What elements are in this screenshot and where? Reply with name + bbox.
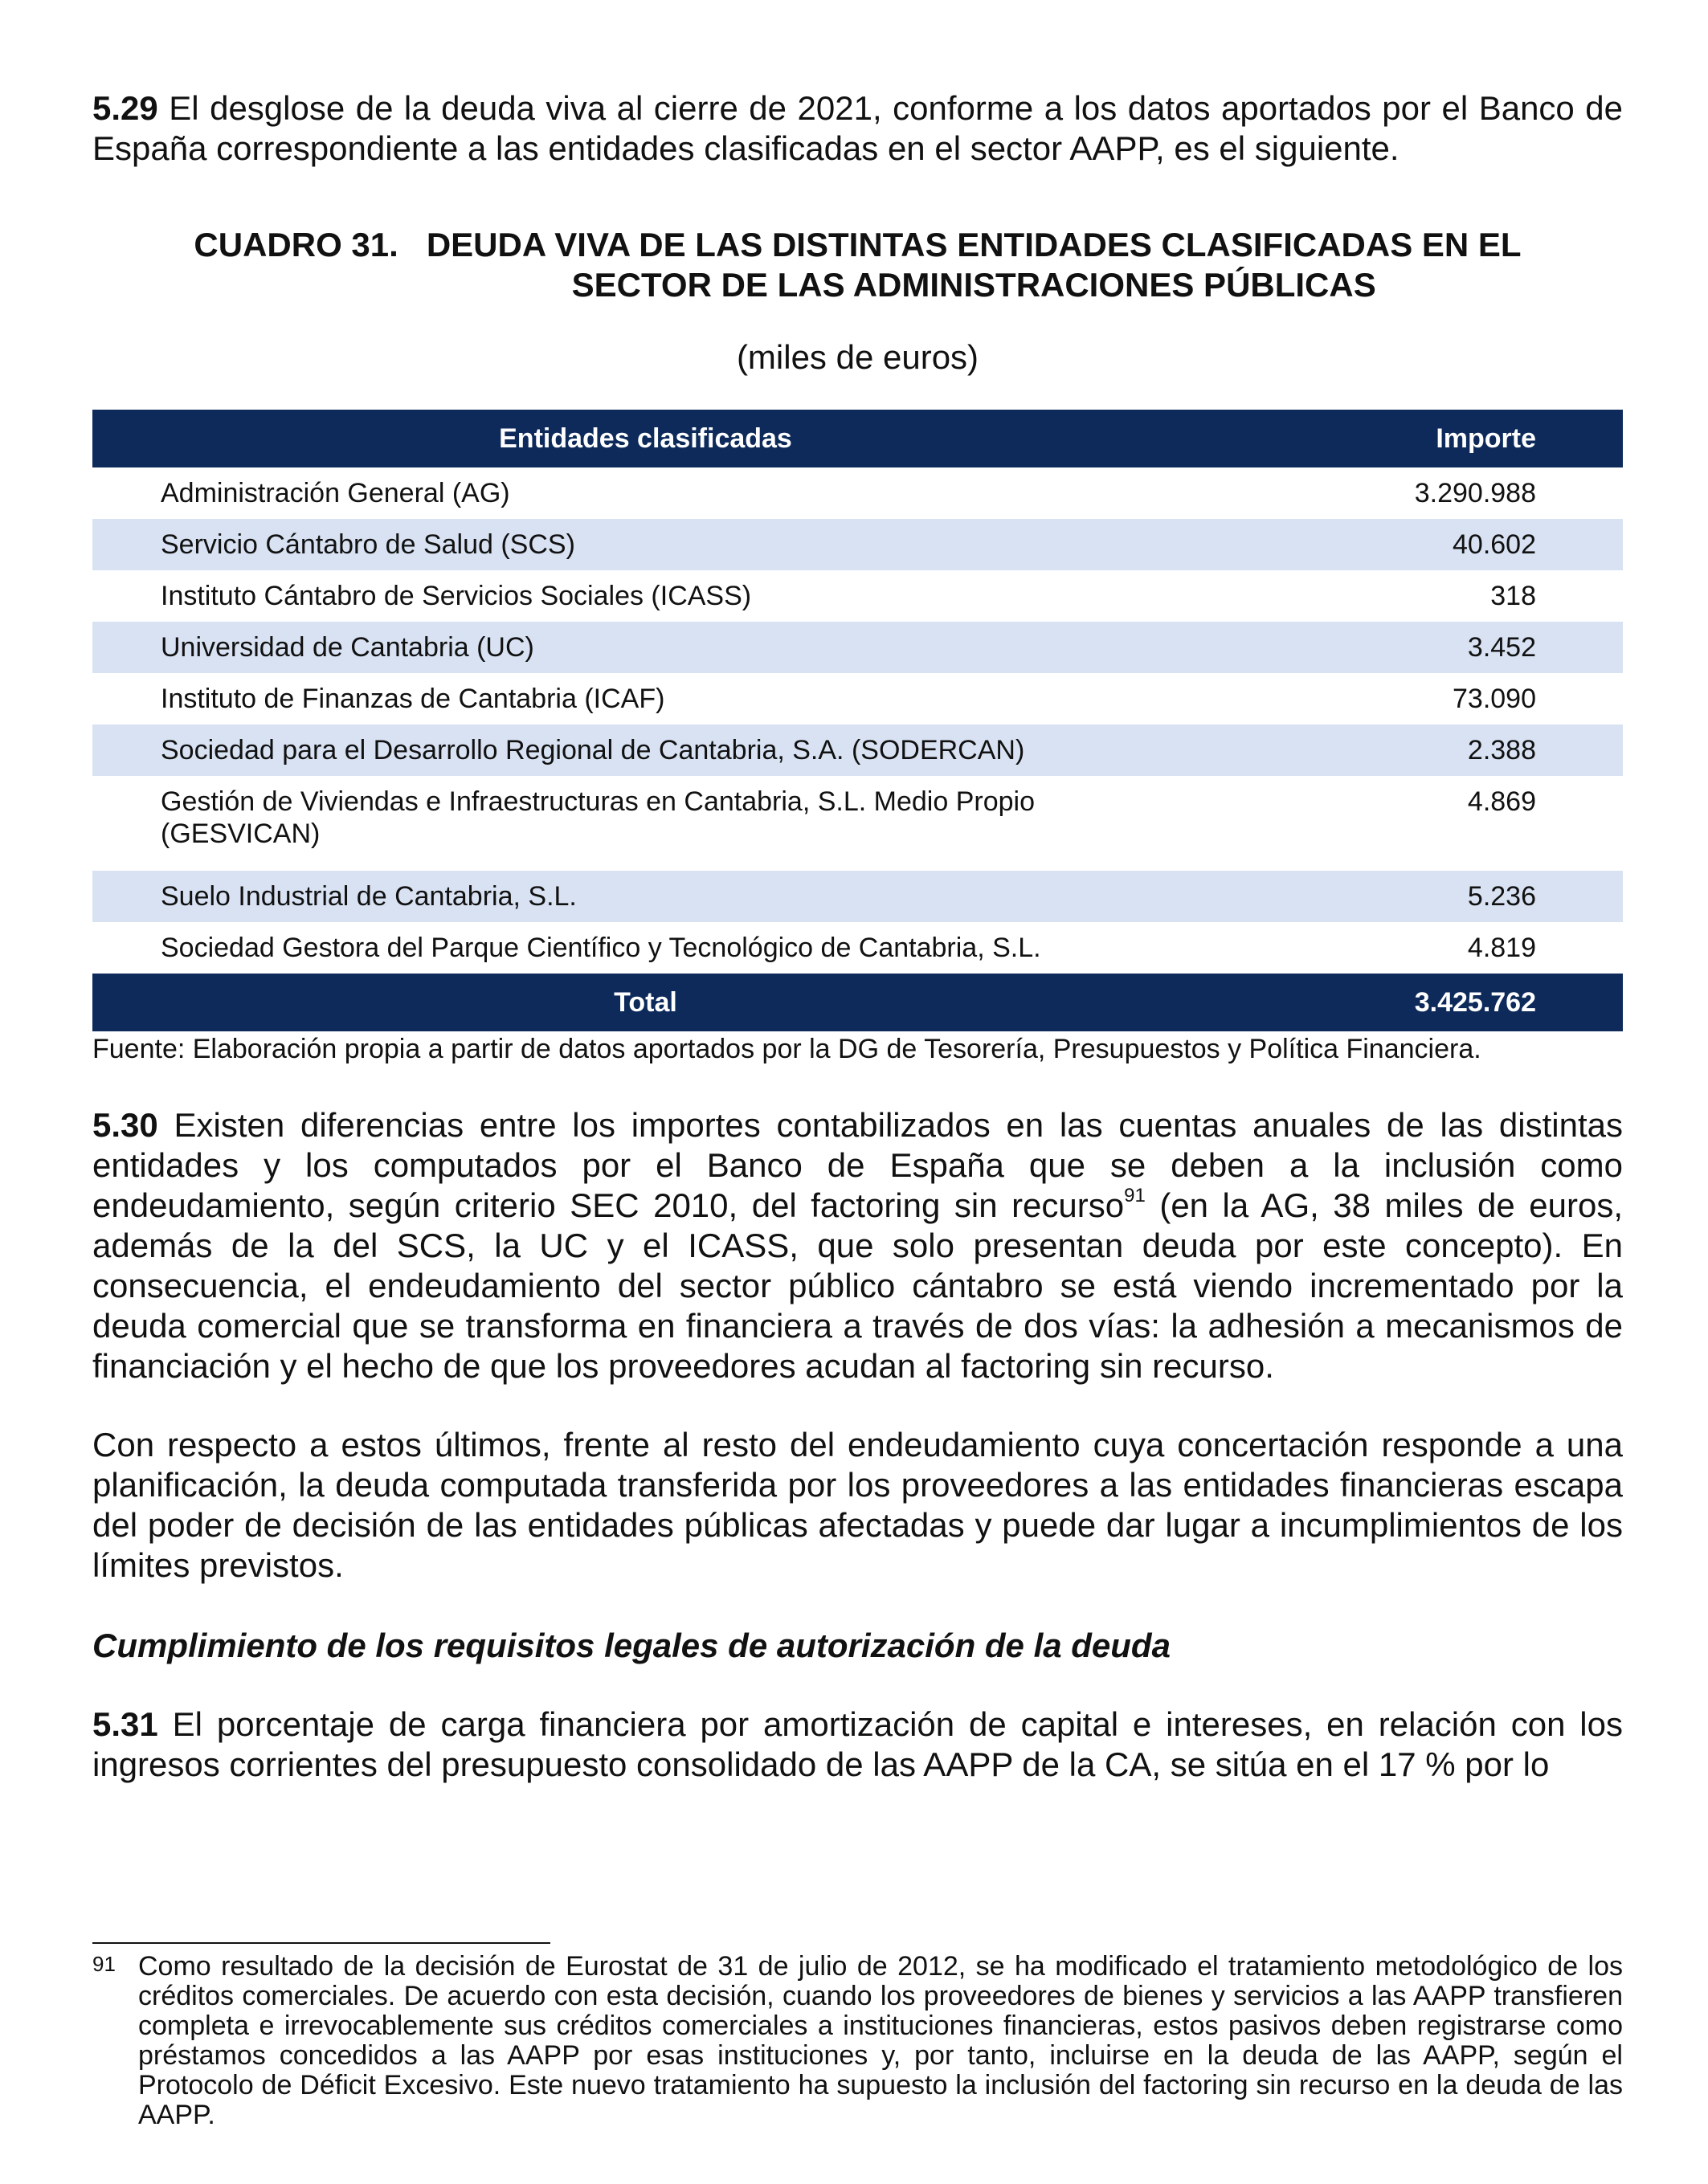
total-amount: 3.425.762 [1199,974,1623,1031]
entity-cell: Servicio Cántabro de Salud (SCS) [92,519,1199,570]
column-header-entities: Entidades clasificadas [92,410,1199,467]
paragraph-text: El porcentaje de carga financiera por amortización de capital e intereses, en relación con los ingresos corrientes del presupuesto consolidado de las AAPP de la CA, se sitúa en el 17 % por lo [92,1705,1623,1783]
table-caption-title [427,225,1522,305]
table-total-row [92,974,1623,1031]
entity-cell: Sociedad Gestora del Parque Científico y Tecnológico de Cantabria, S.L. [161,933,1041,963]
table-source: Fuente: Elaboración propia a partir de datos aportados por la DG de Tesorería, Presupuestos y Política Financiera. [92,1034,1481,1064]
paragraph-number: 5.30 [92,1106,158,1144]
entity-cell-line1: Gestión de Viviendas e Infraestructuras en Cantabria, S.L. Medio Propio [161,786,1035,817]
table-caption [92,225,1623,305]
entity-cell: Universidad de Cantabria (UC) [92,622,1199,673]
total-label: Total [92,974,1199,1031]
column-header-amount: Importe [1199,410,1623,467]
paragraph-continuation: Con respecto a estos últimos, frente al resto del endeudamiento cuya concertación responde a una planificación, la deuda computada transferida por los proveedores a las entidades financieras escapa del poder de decisión de las entidades públicas afectadas y puede dar lugar a incumplimientos de los límites previstos. [92,1426,1623,1584]
table-caption-title-line1: DEUDA VIVA DE LAS DISTINTAS ENTIDADES CLASIFICADAS EN EL [426,226,1522,263]
paragraph-text-part1: Existen diferencias entre los importes contabilizados en las cuentas anuales de las distintas entidades y los computados por el Banco de España que se deben a la inclusión como endeudamiento, según criterio SEC 2010, del factoring sin recurso [92,1106,1623,1224]
document-page [92,88,1623,1785]
footnote-text: Como resultado de la decisión de Eurostat de 31 de julio de 2012, se ha modificado el tratamiento metodológico de los créditos comerciales. De acuerdo con esta decisión, cuando los proveedores de bienes y servicios a las AAPP transfieren completa e irrevocablemente sus créditos comerciales a instituciones financieras, estos pasivos deben registrarse como préstamos concedidos a las AAPP por esas instituciones y, por tanto, incluirse en la deuda de las AAPP, según el Protocolo de Déficit Excesivo. Este nuevo tratamiento ha supuesto la inclusión del factoring sin recurso en la deuda de las AAPP. [138,1951,1623,2130]
entity-cell [92,776,1199,871]
paragraph-5-30 [92,1105,1623,1386]
amount-cell: 40.602 [1199,519,1623,570]
entity-cell: Administración General (AG) [161,478,510,508]
entity-cell-line2: (GESVICAN) [161,818,321,849]
amount-cell: 4.869 [1467,786,1536,817]
section-heading: Cumplimiento de los requisitos legales de autorización de la deuda [92,1627,1171,1664]
table-row [92,622,1623,673]
footnote-separator [92,1942,550,1944]
table-row [92,776,1623,871]
paragraph-text: El desglose de la deuda viva al cierre de 2021, conforme a los datos aportados por el Banco de España correspondiente a las entidades clasificadas en el sector AAPP, es el siguiente. [92,89,1623,167]
footnote-reference[interactable]: 91 [1124,1185,1146,1206]
debt-table [92,410,1623,1031]
paragraph-text-part2: (en la AG, 38 miles de euros, además de la del SCS, la UC y el ICASS, que solo presentan deuda por este concepto). En consecuencia, el endeudamiento del sector público cántabro se está viendo incrementado por la deuda comercial que se transforma en financiera a través de dos vías: la adhesión a mecanismos de financiación y el hecho de que los proveedores acudan al factoring sin recurso. [92,1186,1624,1385]
footnote-91 [92,1952,1623,2130]
amount-cell: 318 [1490,581,1536,611]
table-row [92,922,1623,974]
paragraph-number: 5.31 [92,1705,158,1743]
amount-cell: 73.090 [1453,684,1536,714]
amount-cell: 3.452 [1199,622,1623,673]
entity-cell: Suelo Industrial de Cantabria, S.L. [92,871,1199,922]
footnote-number: 91 [92,1952,116,1976]
paragraph-number: 5.29 [92,89,158,127]
entity-cell: Instituto de Finanzas de Cantabria (ICAF) [161,684,665,714]
table-row [92,519,1623,570]
table-units: (miles de euros) [736,338,979,376]
amount-cell: 2.388 [1199,725,1623,776]
amount-cell: 5.236 [1199,871,1623,922]
amount-cell: 4.819 [1467,933,1536,963]
paragraph-5-29 [92,88,1623,169]
entity-cell: Instituto Cántabro de Servicios Sociales (ICASS) [161,581,752,611]
entity-cell: Sociedad para el Desarrollo Regional de Cantabria, S.A. (SODERCAN) [92,725,1199,776]
table-row [92,570,1623,622]
table-row [92,467,1623,519]
table-header-row [92,410,1623,467]
amount-cell: 3.290.988 [1414,478,1536,508]
table-row [92,725,1623,776]
table-caption-label: CUADRO 31. [194,226,398,263]
table-row [92,673,1623,725]
table-caption-title-line2: SECTOR DE LAS ADMINISTRACIONES PÚBLICAS [571,266,1376,304]
paragraph-5-31 [92,1704,1623,1785]
table-row [92,871,1623,922]
